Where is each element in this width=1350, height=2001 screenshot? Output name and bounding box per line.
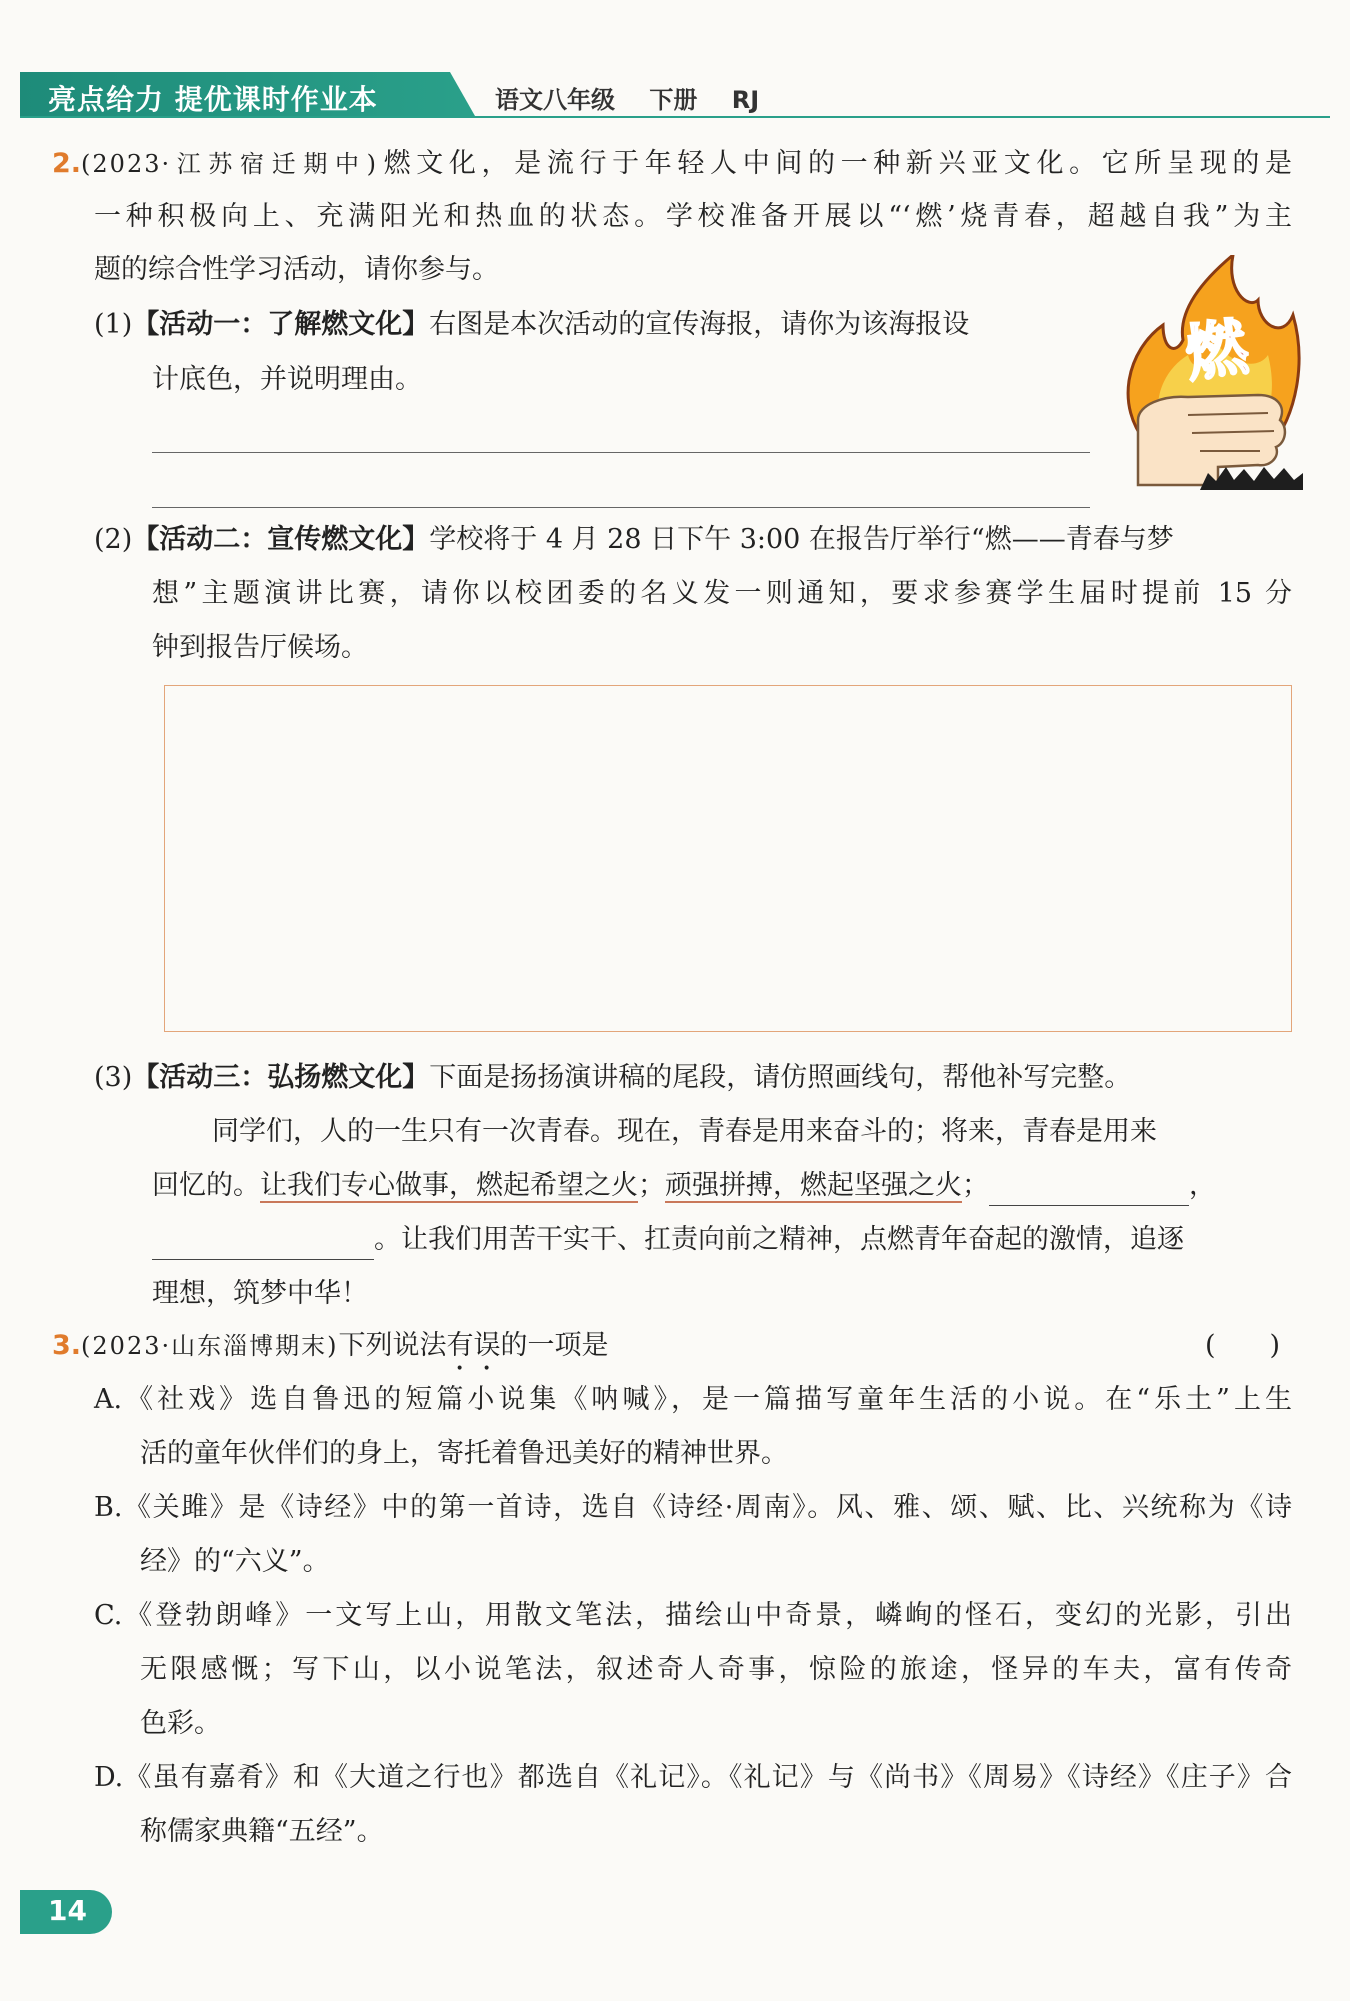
option-c-line3: 色彩。	[140, 1708, 221, 1739]
answer-bracket[interactable]: ( )	[1205, 1330, 1281, 1361]
notice-answer-box[interactable]	[164, 685, 1292, 1032]
q2-sub2-line3: 钟到报告厅候场。	[152, 632, 368, 663]
book-info	[495, 80, 785, 115]
option-a-line1: A.《社戏》选自鲁迅的短篇小说集《呐喊》，是一篇描写童年生活的小说。在“乐土”上生	[94, 1384, 1292, 1415]
option-b-line2: 经》的“六义”。	[140, 1546, 330, 1577]
q2-sub3-para-line1: 同学们，人的一生只有一次青春。现在，青春是用来奋斗的；将来，青春是用来	[212, 1116, 1157, 1147]
answer-line[interactable]	[152, 452, 1090, 453]
q2-sub1-title: 【活动一：了解燃文化】	[132, 309, 430, 340]
q2-sub1-line2: 计底色，并说明理由。	[152, 364, 422, 395]
q2-intro-line1: 2.(2023·江苏宿迁期中)燃文化，是流行于年轻人中间的一种新兴亚文化。它所呈现的是	[52, 148, 1292, 179]
q2-intro-line2: 一种积极向上、充满阳光和热血的状态。学校准备开展以“‘燃’烧青春，超越自我”为主	[94, 201, 1292, 232]
option-d-line2: 称儒家典籍“五经”。	[140, 1816, 384, 1847]
poster-illustration	[1108, 255, 1303, 490]
q3-number: 3.	[52, 1330, 82, 1361]
q2-intro-line3: 题的综合性学习活动，请你参与。	[94, 254, 499, 285]
q2-sub2-line1: (2)【活动二：宣传燃文化】学校将于 4 月 28 日下午 3:00 在报告厅举行“燃——青春与梦	[94, 524, 1174, 555]
option-c-line1: C.《登勃朗峰》一文写上山，用散文笔法，描绘山中奇景，嶙峋的怪石，变幻的光影，引出	[94, 1600, 1292, 1631]
page-number-tab	[20, 1890, 112, 1934]
q2-sub2-title: 【活动二：宣传燃文化】	[132, 524, 430, 555]
q2-sub3-para-line2: 回忆的。让我们专心做事，燃起希望之火；顽强拼搏，燃起坚强之火； ，	[152, 1166, 1216, 1206]
book-title: 亮点给力 提优课时作业本	[48, 83, 378, 116]
edition: RJ	[731, 86, 760, 114]
fill-blank[interactable]	[152, 1229, 374, 1260]
q2-source: (2023·江苏宿迁期中)	[81, 150, 378, 178]
q2-sub1-line1: (1)【活动一：了解燃文化】右图是本次活动的宣传海报，请你为该海报设	[94, 309, 970, 340]
model-sentence-1: 让我们专心做事，燃起希望之火	[260, 1170, 638, 1201]
subject: 语文八年级	[495, 86, 615, 114]
header-rule	[20, 116, 1330, 118]
q3-stem: 3.(2023·山东淄博期末)下列说法有误的一项是	[52, 1330, 609, 1361]
q2-sub3-title: 【活动三：弘扬燃文化】	[132, 1062, 430, 1093]
volume: 下册	[649, 86, 698, 114]
page-number: 14	[48, 1894, 87, 1927]
page-header	[20, 72, 1330, 120]
emphasis-text: 有误	[446, 1330, 501, 1361]
model-sentence-2: 顽强拼搏，燃起坚强之火	[665, 1170, 962, 1201]
q2-sub3-para-line4: 理想，筑梦中华！	[152, 1278, 368, 1309]
option-a-line2: 活的童年伙伴们的身上，寄托着鲁迅美好的精神世界。	[140, 1438, 788, 1469]
option-b-line1: B.《关雎》是《诗经》中的第一首诗，选自《诗经·周南》。风、雅、颂、赋、比、兴统称为《诗	[94, 1492, 1292, 1523]
option-d-line1: D.《虽有嘉肴》和《大道之行也》都选自《礼记》。《礼记》与《尚书》《周易》《诗经》《庄子》合	[94, 1762, 1292, 1793]
q2-number: 2.	[52, 148, 82, 179]
answer-line[interactable]	[152, 507, 1090, 508]
fill-blank[interactable]	[989, 1175, 1189, 1206]
poster-character: 燃	[1180, 309, 1253, 391]
option-c-line2: 无限感慨；写下山，以小说笔法，叙述奇人奇事，惊险的旅途，怪异的车夫，富有传奇	[140, 1654, 1292, 1685]
q3-source: (2023·山东淄博期末)	[81, 1332, 339, 1360]
q2-sub3-line1: (3)【活动三：弘扬燃文化】下面是扬扬演讲稿的尾段，请仿照画线句，帮他补写完整。	[94, 1062, 1132, 1093]
q2-sub3-para-line3: 。让我们用苦干实干、扛责向前之精神，点燃青年奋起的激情，追逐	[152, 1220, 1184, 1260]
q2-sub2-line2: 想”主题演讲比赛，请你以校团委的名义发一则通知，要求参赛学生届时提前 15 分	[152, 578, 1292, 609]
